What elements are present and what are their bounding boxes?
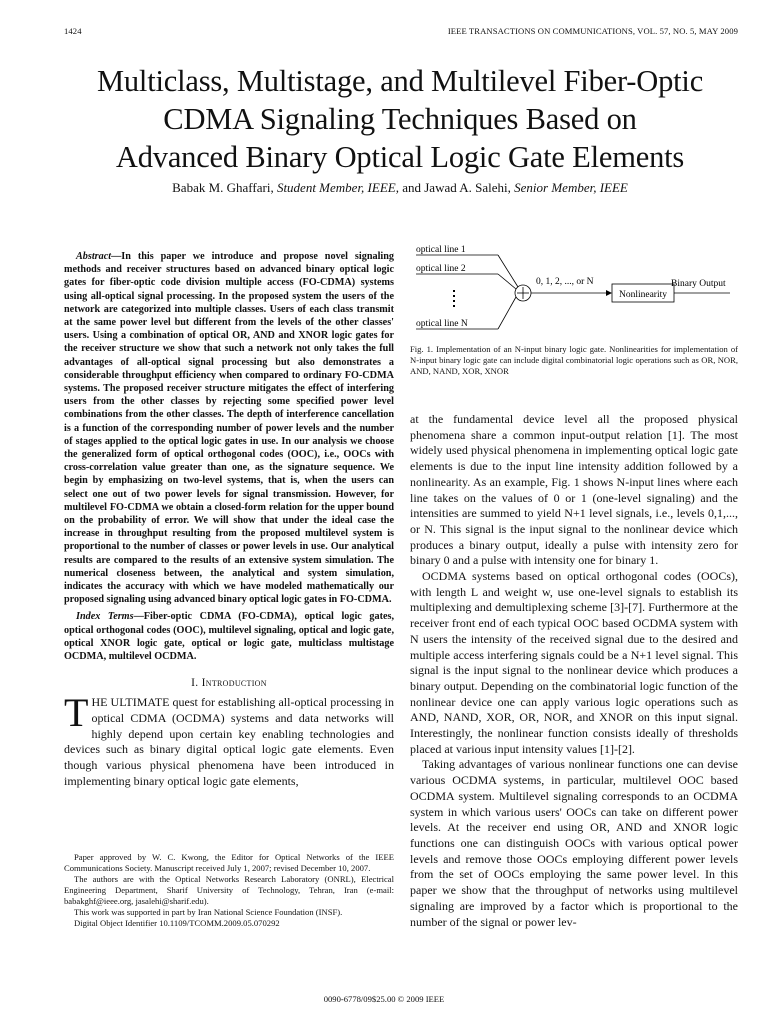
paragraph-2: OCDMA systems based on optical orthogonal codes (OOCs), with length L and weight w, use one-level signals to establish its multiplexing and demultiplexing scheme [3]-[7]. Furthermore at the receiver front end of each typical OOC based OCDMA system with N users the intensity of the received signal due to the desired and multiple access interfering signals could be a N+1 level signal. This signal is the input signal to the nonlinear device which produces a binary output. Depending on the combinatorial logic function of the nonlinear device one can apply various logic operations such as AND, NAND, XOR, OR, NOR, and XNOR on this input signal. Interestingly, the nonlinear function consists ideally of thresholds placed at various input intensity values [1]-[2]. [410,569,738,756]
section-heading-introduction: I. Introduction [191,677,267,690]
author-conjunction: and [402,180,421,195]
paragraph-1: at the fundamental device level all the proposed physical phenomena share a common input-output relation [1]. The most widely used physical phenomena in implementing optical logic gate elements is due to the input line intensity addition followed by a nonlinearity. As an example, Fig. 1 shows N-input lines where each line takes on the values of 0 or 1 (one-level signaling) and the intensities are summed to yield N+1 level signals, i.e., levels 0,1,..., or N. This signal is the input signal to the nonlinear device which produces a binary output, ideally a pulse with intensity zero for binary 0 and a pulse with intensity one for binary 1. [410,412,738,568]
arrow-head-icon [606,290,612,296]
left-column [64,250,394,790]
index-terms [64,610,394,663]
index-terms-label: Index Terms [76,611,134,623]
figure-1-diagram [410,240,740,345]
footnote-affiliation: The authors are with the Optical Networks Research Laboratory (ONRL), Electrical Engineering Department, Sharif University of Technology, Tehran, Iran (e-mail: babakghf@ieee.org, jasalehi@sharif.edu). [64,874,394,906]
abstract-label: Abstract [76,251,112,262]
title-line-1: Multiclass, Multistage, and Multilevel Fiber-Optic [96,64,704,98]
abstract [64,250,394,606]
paragraph-3: Taking advantages of various nonlinear functions one can devise various OCDMA systems, in particular, multilevel OOC based OCDMA system. Multilevel signaling corresponds to an OCDMA system in which various users' OOCs can take on different power levels. At the receiver end using OR, AND and XNOR logic functions one can distinguish OOCs with various optical power levels and remove those OOCs employing different power levels from the set of OOCs employing the same power level. In this paper we show that the throughput of networks using multilevel signaling are improved by a factor which is proportional to the number of the signal or power lev- [410,757,738,929]
copyright-line: 0090-6778/09$25.00 © 2009 IEEE [323,994,445,1004]
right-column-body [410,412,738,930]
journal-name: IEEE TRANSACTIONS ON COMMUNICATIONS, VOL. 57, NO. 5, MAY 2009 [447,26,738,36]
author-line [40,180,760,196]
intro-paragraph [64,690,394,789]
output-label: Binary Output [671,279,726,289]
author-1: Babak M. Ghaffari, [172,180,274,195]
footnote-editor: Paper approved by W. C. Kwong, the Editor for Optical Networks of the IEEE Communications Society. Manuscript received July 1, 2007; revised December 10, 2007. [64,852,394,873]
nonlinearity-label: Nonlinearity [618,290,668,300]
paper-title [40,62,760,176]
input-label-1: optical line 1 [416,245,466,255]
author-2: Jawad A. Salehi, [424,180,511,195]
footnote-funding: This work was supported in part by Iran National Science Foundation (INSF). [74,907,343,917]
index-terms-text: —Fiber-optic CDMA (FO-CDMA), optical logic gates, optical orthogonal codes (OOC), multilevel signaling, optical and logic gate, optical XNOR logic gate, optical or logic gate, multiclass multistage OCDMA, multilevel OCDMA. [64,611,394,663]
arrow-2 [498,274,516,289]
author-2-role: Senior Member, IEEE [514,180,628,195]
abstract-text: —In this paper we introduce and propose novel signaling methods and receiver structures based on advanced binary optical logic gates for fiber-optic code division multiple access (FO-CDMA) systems using all-optical signal processing. In the proposed system the users of the network are categorized into multiple classes. Users of each class transmit at the same power level but different from the levels of the other classes' users. Using a combination of optical OR, AND and XNOR logic gates for the receiver structure we show that such a network not only takes the full advantages of all-optical signal processing but also demonstrates a considerable throughput efficiency when compared to ordinary FO-CDMA systems. The proposed receiver structure mitigates the effect of interfering users from the other classes by rejecting some specified power level combinations from the other classes. The depth of interference cancellation is a function of the corresponding number of power levels and the number of stages applied to the optical logic gates in use. In our analysis we choose the generalized form of optical orthogonal codes (OOC), i.e., OOCs with cross-correlation value greater than one, as the signature sequence. We begin by emphasizing on two-level systems, that is, when the users can select one out of two power levels for signal transmission. However, for multilevel FO-CDMA we obtain a closed-form relation for the upper bound on the probability of error. We will show that under the ideal case the increase in throughput resulting from the proposed multilevel system is proportional to the number of classes or power levels in use. Our analytical results are compared to the results of an extensive system simulation. The numerical closeness between, the analytical and system simulation, indicates the accuracy with which we have modeled mathematically our proposed signaling using advanced binary optical logic gates in FO-CDMA. [64,251,394,606]
input-label-2: optical line 2 [416,264,466,274]
arrow-n [498,297,516,329]
drop-cap: T [64,690,89,736]
author-1-role: Student Member, IEEE, [276,180,399,195]
intro-text: HE ULTIMATE quest for establishing all-optical processing in optical CDMA (OCDMA) systems and data networks will highly depend upon certain key enabling technologies and devices such as binary digital optical logic gate elements. Even though various physical phenomena have been introduced in implementing binary optical logic gate elements, [64,695,394,788]
sum-levels-label: 0, 1, 2, ..., or N [536,277,594,287]
figure-1-caption: Fig. 1. Implementation of an N-input binary logic gate. Nonlinearities for implementation of N-input binary logic gate can include digital combinatorial logic operations such as OR, NOR, AND, NAND, XOR, XNOR [410,344,738,376]
title-line-3: Advanced Binary Optical Logic Gate Elements [115,140,685,174]
input-label-n: optical line N [416,319,468,329]
footnote-doi: Digital Object Identifier 10.1109/TCOMM.2009.05.070292 [74,918,280,928]
vertical-dots [453,290,455,307]
page-number: 1424 [64,26,82,36]
title-line-2: CDMA Signaling Techniques Based on [163,102,637,136]
footnotes [64,852,394,929]
